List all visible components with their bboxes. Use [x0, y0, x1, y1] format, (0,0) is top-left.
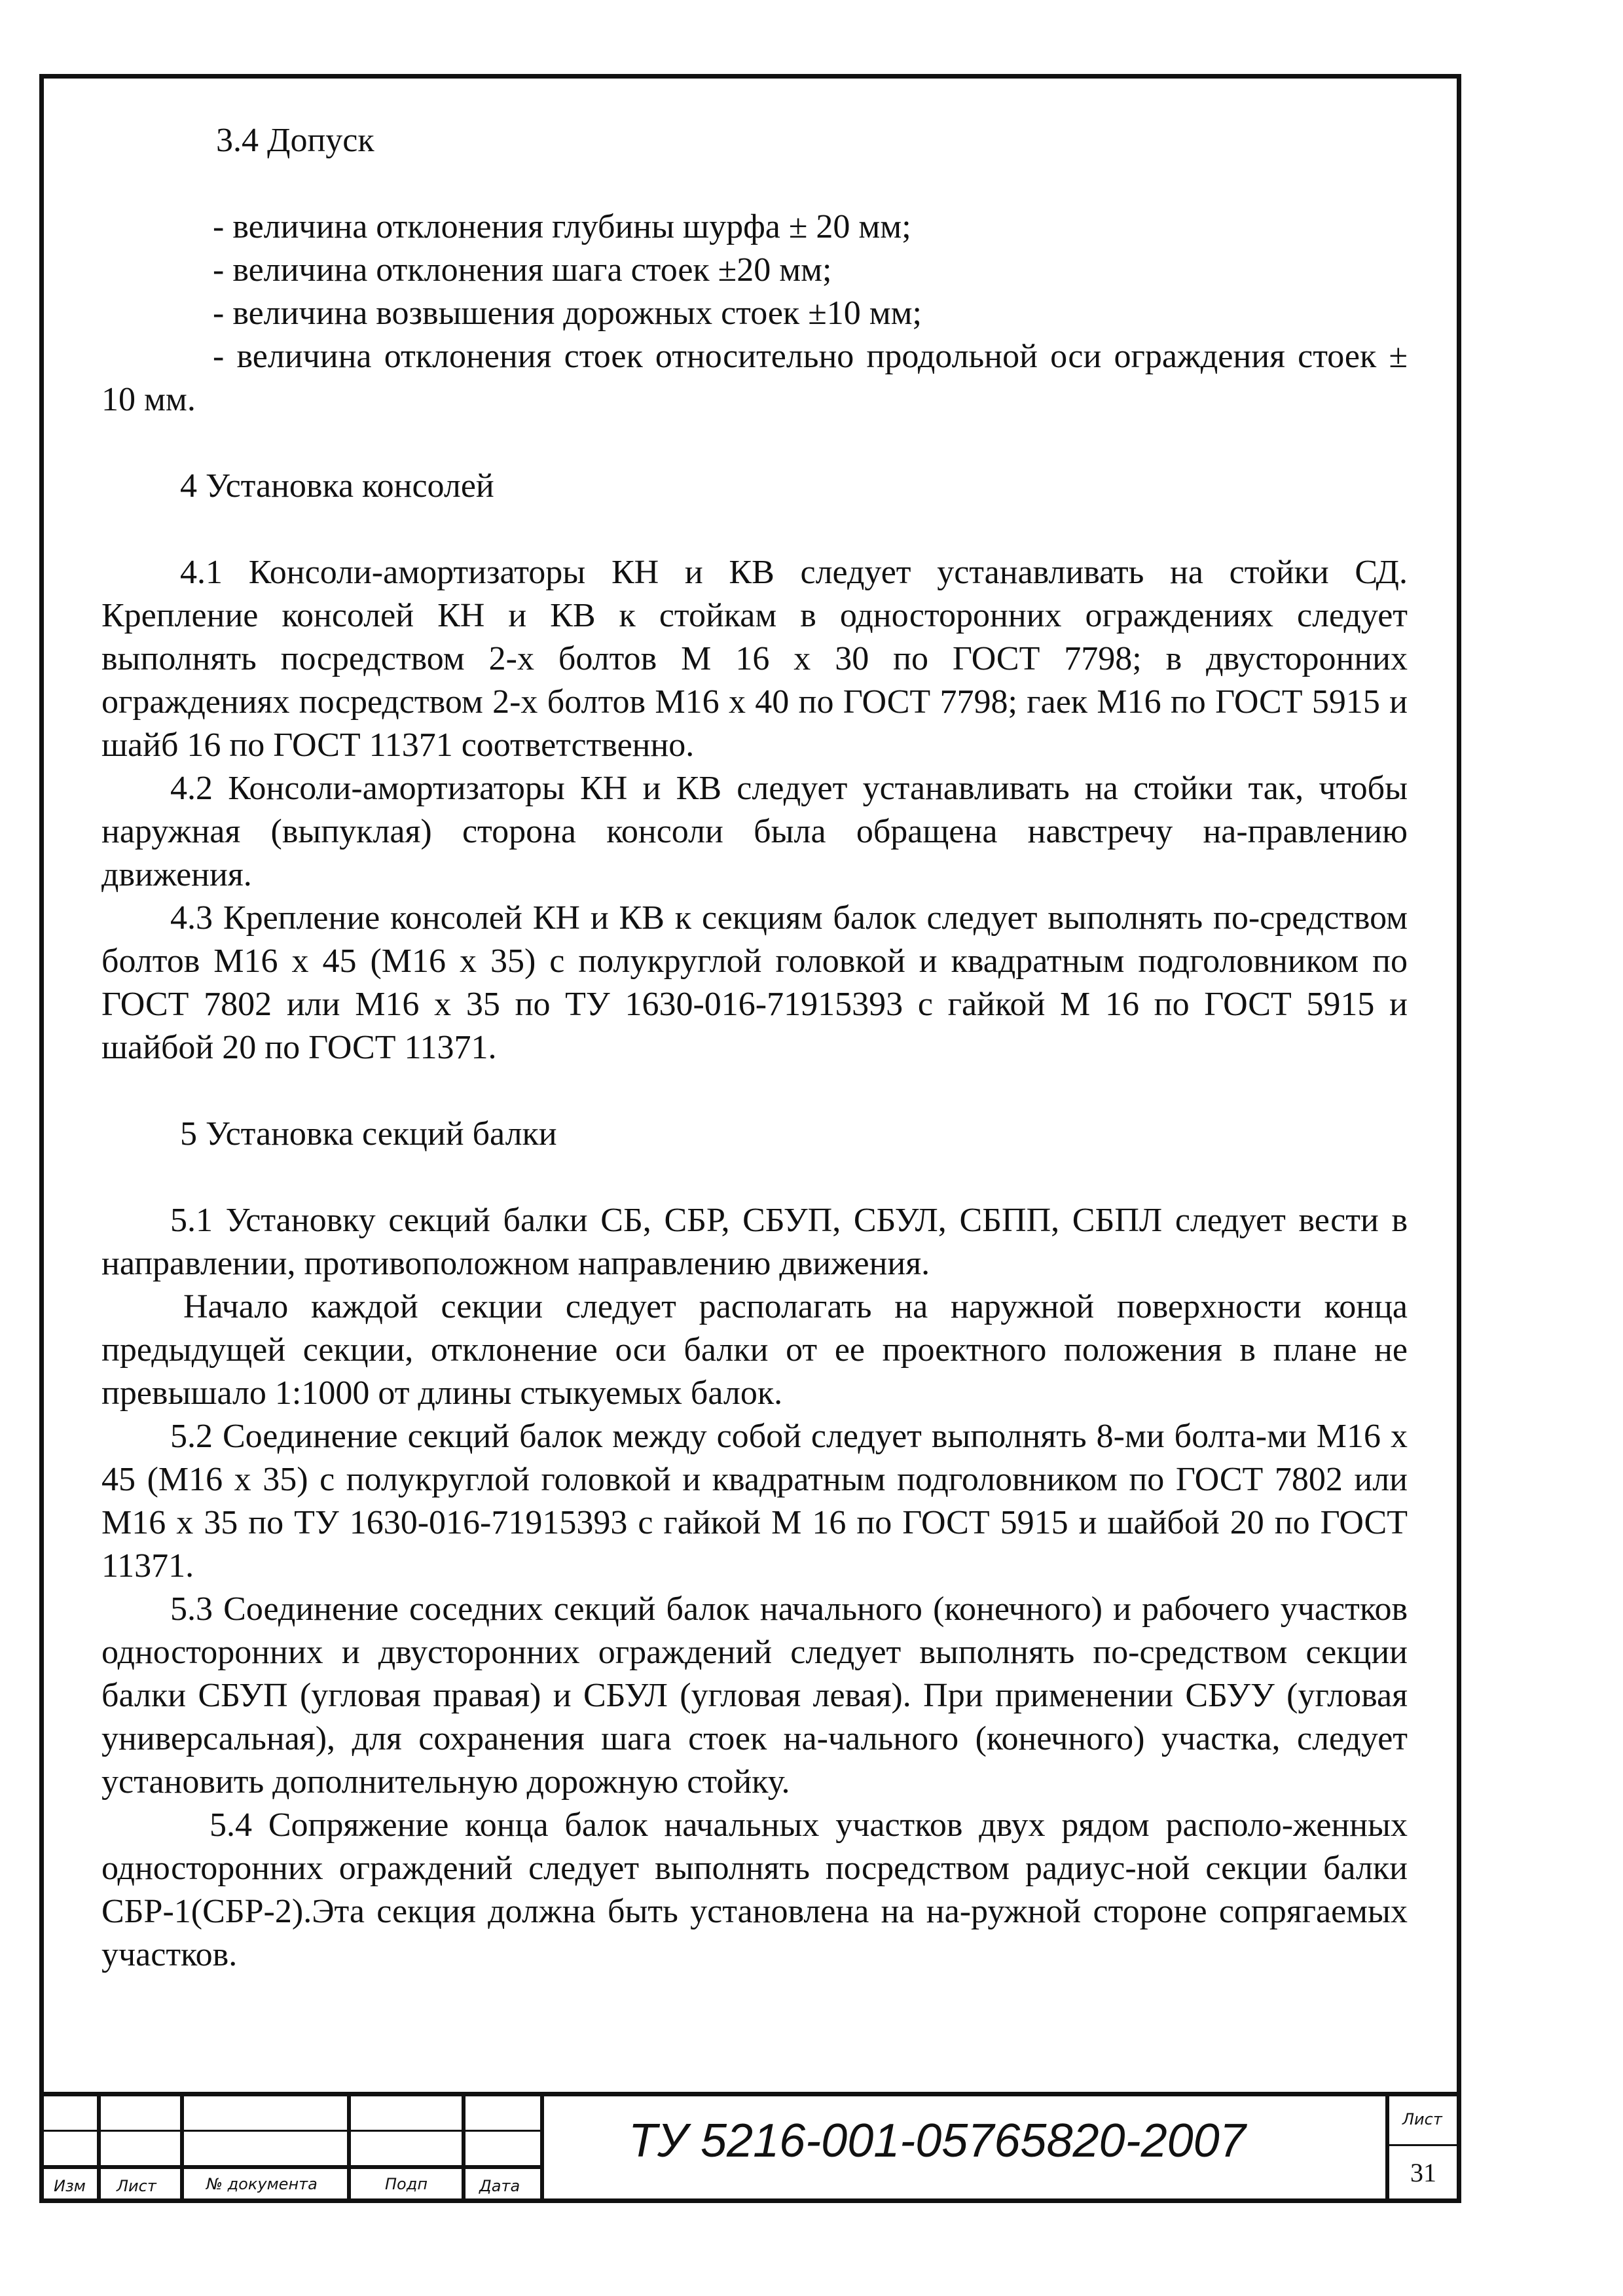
section-5-heading: 5 Установка секций балки [180, 1115, 557, 1153]
title-block-row-line [39, 2130, 540, 2132]
title-block-divider [540, 2092, 544, 2203]
title-block-divider [1385, 2092, 1389, 2203]
tolerance-item-4: - величина отклонения стоек относительно продольной оси ограждения стоек ± 10 мм. [101, 338, 1408, 418]
paragraph-4-1: 4.1 Консоли-амортизаторы КН и КВ следует устанавливать на стойки СД. Крепление консолей КН и КВ к стойкам в односторонних ограждениях следует выполнять посредством 2-х болтов М 16 х 30 по ГОСТ 7798; в двусторонних ограждениях посредством 2-х болтов М16 х 40 по ГОСТ 7798; гаек М16 по ГОСТ 5915 и шайб 16 по ГОСТ 11371 соответственно. [101, 554, 1408, 764]
document-body [101, 119, 1408, 1977]
title-block-row-line [39, 2165, 540, 2169]
document-number: ТУ 5216-001-05765820-2007 [629, 2115, 1246, 2167]
col-list-label: Лист [117, 2177, 156, 2195]
title-block-divider [347, 2092, 351, 2203]
title-block-divider [462, 2092, 465, 2203]
sheet-label: Лист [1402, 2110, 1442, 2128]
sheet-number: 31 [1410, 2158, 1436, 2187]
title-block-row-line [1385, 2144, 1461, 2146]
col-izm-label: Изм [54, 2177, 86, 2195]
paragraph-5-4: 5.4 Сопряжение конца балок начальных участков двух рядом располо-женных односторонних ограждений следует выполнять посредством радиус-ной секции балки СБР-1(СБР-2).Эта секция должна быть установлена на на-ружной стороне сопрягаемых участков. [101, 1806, 1408, 1973]
title-block-top-border [39, 2092, 1461, 2096]
title-block-divider [97, 2092, 101, 2203]
col-doc-label: № документа [206, 2175, 318, 2193]
paragraph-4-3: 4.3 Крепление консолей КН и КВ к секциям балок следует выполнять по-средством болтов М16 х 45 (М16 х 35) с полукруглой головкой и квадратным подголовником по ГОСТ 7802 или М16 х 35 по ТУ 1630-016-71915393 с гайкой М 16 по ГОСТ 5915 и шайбой 20 по ГОСТ 11371. [101, 899, 1408, 1066]
tolerance-item-3: - величина возвышения дорожных стоек ±10 мм; [213, 295, 922, 332]
section-4-heading: 4 Установка консолей [180, 467, 494, 505]
paragraph-5-1-continuation: Начало каждой секции следует располагать на наружной поверхности конца предыдущей секции, отклонение оси балки от ее проектного положения в плане не превышало 1:1000 от длины стыкуемых балок. [101, 1288, 1408, 1412]
title-block [39, 2092, 1461, 2203]
paragraph-4-2: 4.2 Консоли-амортизаторы КН и КВ следует устанавливать на стойки так, чтобы наружная (выпуклая) сторона консоли была обращена навстречу на-правлению движения. [101, 770, 1408, 893]
paragraph-5-2: 5.2 Соединение секций балок между собой следует выполнять 8-ми болта-ми М16 х 45 (М16 х 35) с полукруглой головкой и квадратным подголовником по ГОСТ 7802 или М16 х 35 по ТУ 1630-016-71915393 с гайкой М 16 по ГОСТ 5915 и шайбой 20 по ГОСТ 11371. [101, 1418, 1408, 1585]
paragraph-5-3: 5.3 Соединение соседних секций балок начального (конечного) и рабочего участков односторонних и двусторонних ограждений следует выполнять по-средством секции балки СБУП (угловая правая) и СБУЛ (угловая левая). При применении СБУУ (угловая универсальная), для сохранения шага стоек на-чального (конечного) участка, следует установить дополнительную дорожную стойку. [101, 1590, 1408, 1801]
col-data-label: Дата [479, 2177, 520, 2195]
tolerance-item-2: - величина отклонения шага стоек ±20 мм; [213, 251, 832, 289]
paragraph-5-1: 5.1 Установку секций балки СБ, СБР, СБУП, СБУЛ, СБПП, СБПЛ следует вести в направлении, противоположном направлению движения. [101, 1202, 1408, 1282]
title-block-divider [180, 2092, 184, 2203]
section-3-4-heading: 3.4 Допуск [216, 122, 374, 159]
col-podp-label: Подп [385, 2175, 428, 2193]
tolerance-item-1: - величина отклонения глубины шурфа ± 20 мм; [213, 208, 911, 245]
